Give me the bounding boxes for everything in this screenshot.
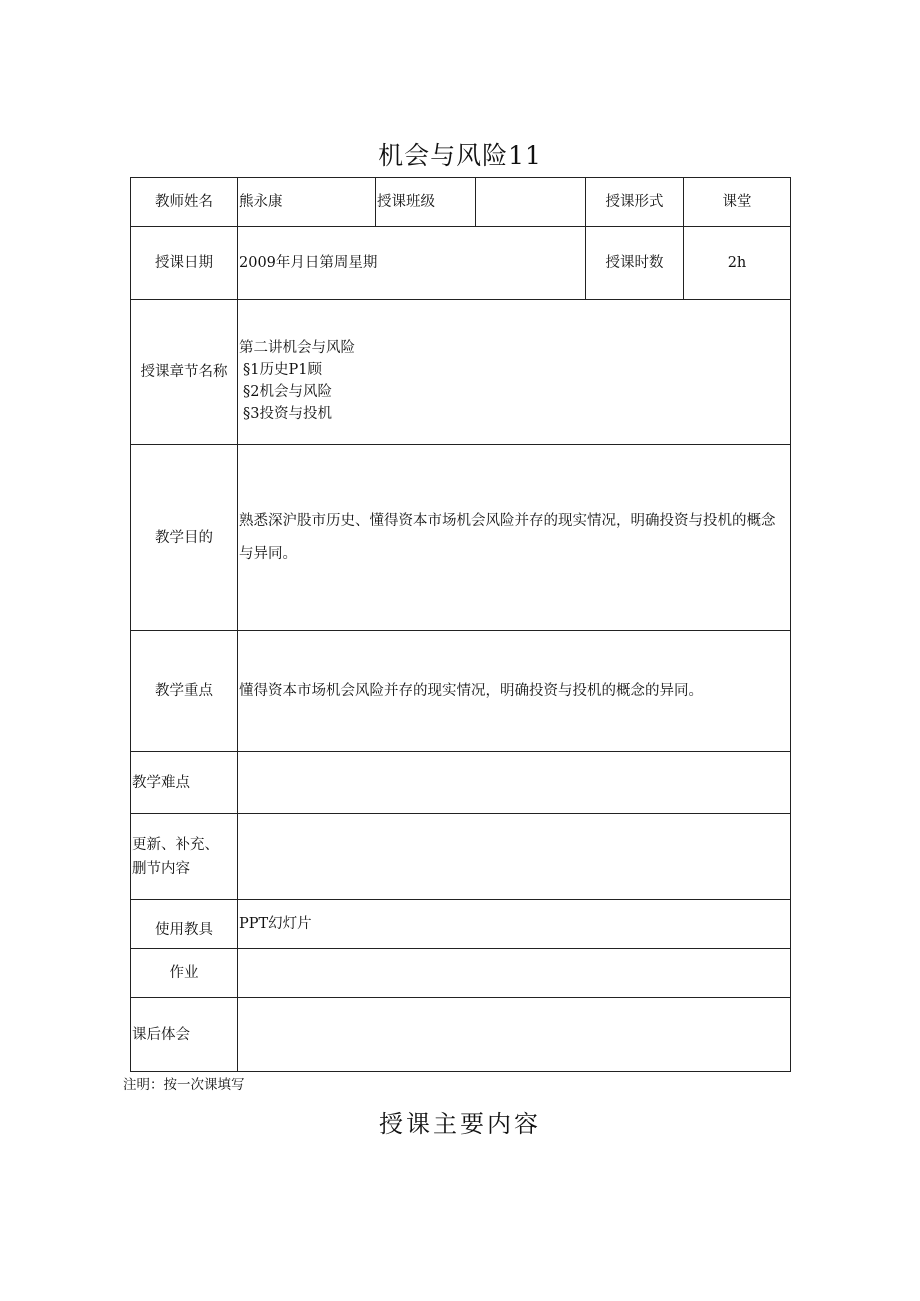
chapter-line: §3投资与投机	[243, 406, 332, 422]
tools-value: PPT幻灯片	[238, 900, 791, 949]
focus-value: 懂得资本市场机会风险并存的现实情况，明确投资与投机的概念的异同。	[238, 631, 791, 752]
homework-value	[238, 949, 791, 998]
table-row	[131, 900, 791, 949]
class-value	[476, 178, 586, 227]
objective-value: 熟悉深沪股市历史、懂得资本市场机会风险并存的现实情况，明确投资与投机的概念与异同。	[238, 445, 791, 631]
chapter-value	[238, 300, 791, 445]
page-title: 机会与风险11	[378, 141, 542, 170]
chapter-line: 第二讲机会与风险	[239, 340, 355, 356]
teacher-value: 熊永康	[238, 178, 376, 227]
hours-value: 2h	[684, 227, 791, 300]
table-row	[131, 949, 791, 998]
focus-label: 教学重点	[131, 631, 238, 752]
update-label-line: 更新、补充、	[132, 836, 219, 853]
section-title: 授课主要内容	[379, 1110, 541, 1138]
reflection-value	[238, 998, 791, 1072]
objective-label: 教学目的	[131, 445, 238, 631]
reflection-label: 课后体会	[131, 998, 238, 1072]
difficulty-value	[238, 752, 791, 814]
lesson-plan-table	[130, 177, 791, 1072]
update-value	[238, 814, 791, 900]
table-row	[131, 752, 791, 814]
date-label: 授课日期	[131, 227, 238, 300]
table-row	[131, 631, 791, 752]
hours-label: 授课时数	[586, 227, 684, 300]
format-value: 课堂	[684, 178, 791, 227]
update-label-line: 删节内容	[132, 860, 190, 877]
table-row	[131, 998, 791, 1072]
table-row	[131, 814, 791, 900]
table-row	[131, 227, 791, 300]
homework-label: 作业	[131, 949, 238, 998]
tools-label: 使用教具	[131, 900, 238, 949]
chapter-label: 授课章节名称	[131, 300, 238, 445]
chapter-line: §2机会与风险	[243, 384, 332, 400]
chapter-line: §1历史P1顾	[243, 362, 322, 378]
update-label	[131, 814, 238, 900]
difficulty-label: 教学难点	[131, 752, 238, 814]
teacher-label: 教师姓名	[131, 178, 238, 227]
format-label: 授课形式	[586, 178, 684, 227]
table-row	[131, 300, 791, 445]
form-note: 注明：按一次课填写	[123, 1077, 245, 1093]
class-label: 授课班级	[376, 178, 476, 227]
date-value: 2009年月日第周星期	[238, 227, 586, 300]
table-row	[131, 445, 791, 631]
table-row	[131, 178, 791, 227]
